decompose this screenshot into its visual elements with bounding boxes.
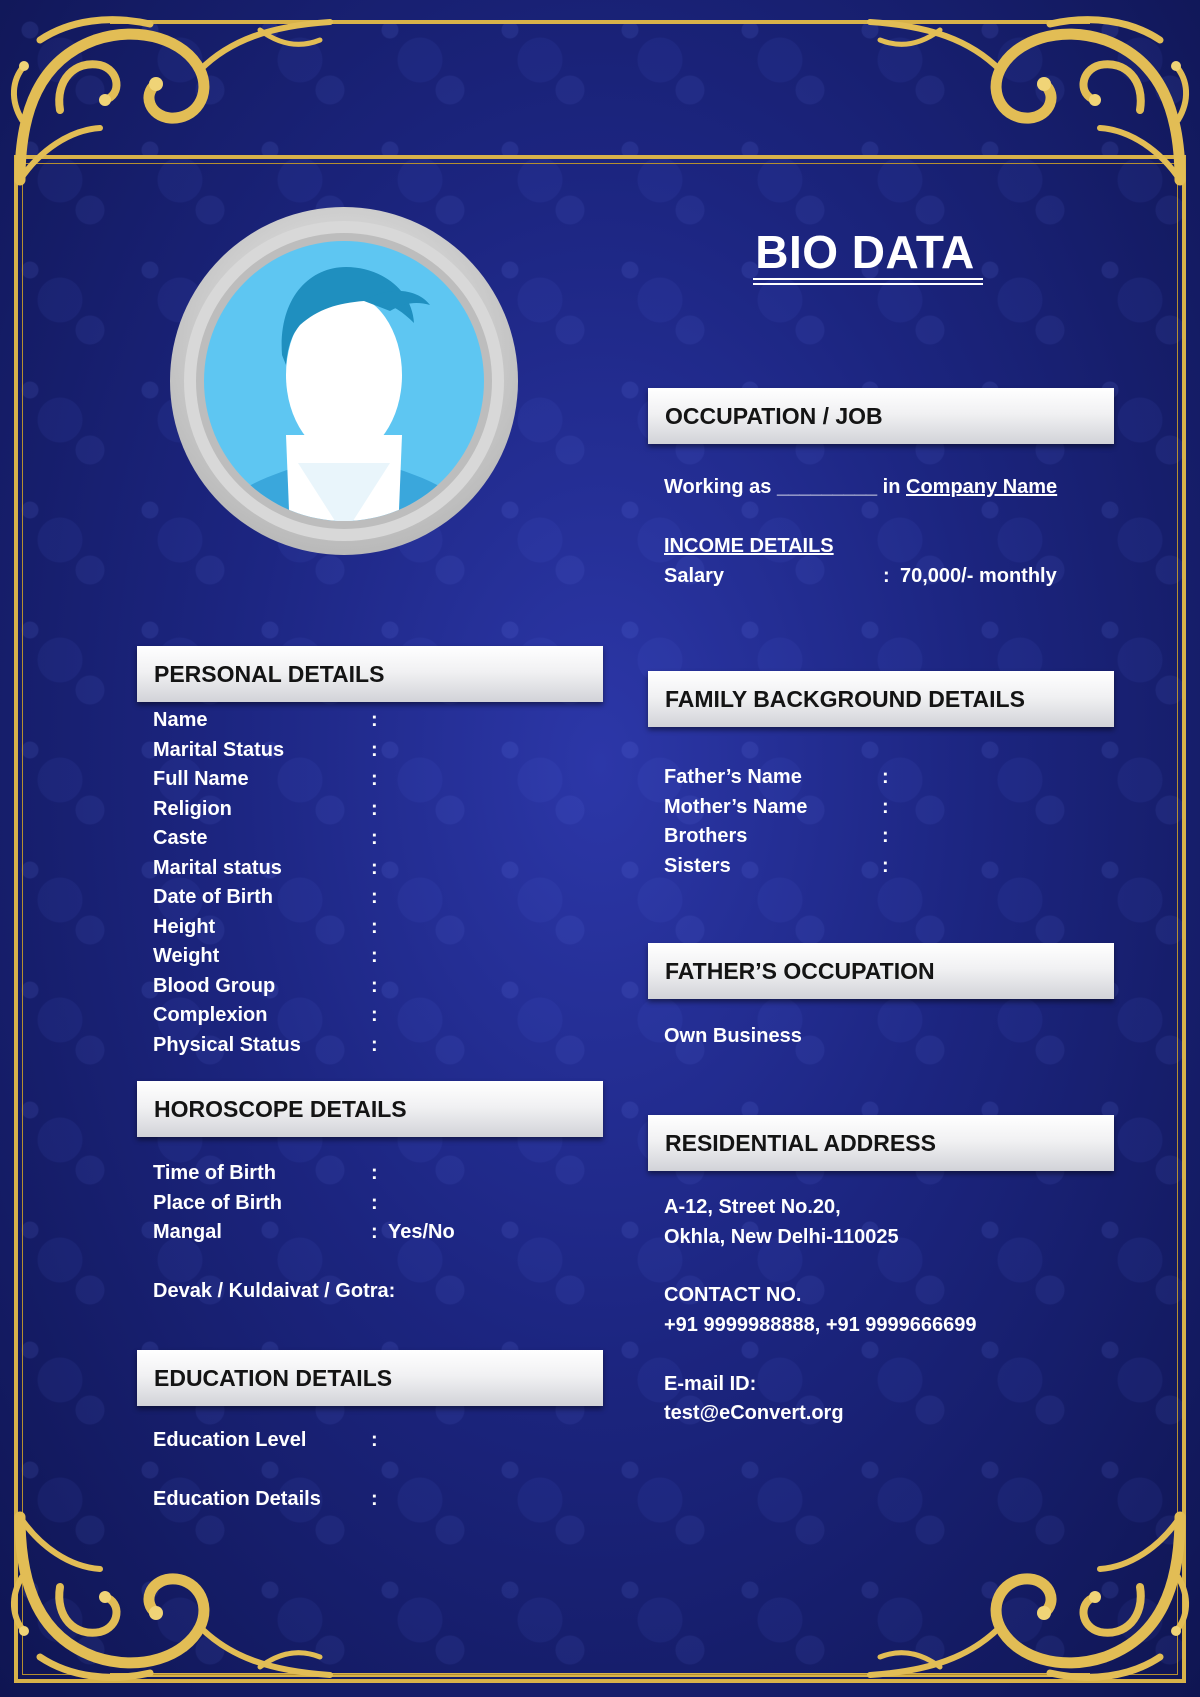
field-label: Marital Status [153, 738, 285, 761]
father-occupation-value: Own Business [664, 1025, 802, 1047]
field-sep: : [882, 825, 889, 847]
person-avatar-icon[interactable] [168, 205, 520, 557]
field-label: Marital status [153, 856, 282, 879]
field-sep: : [371, 945, 378, 967]
field-sep: : [371, 768, 378, 790]
field-label: Complexion [153, 1004, 268, 1026]
field-sep: : [882, 854, 889, 877]
working-as-label: Working as [664, 476, 772, 498]
field-label: Place of Birth [153, 1191, 282, 1214]
field-sep: : [882, 795, 889, 818]
salary-label: Salary [664, 565, 725, 587]
field-sep: : [371, 856, 378, 879]
horoscope-details-header: HOROSCOPE DETAILS [137, 1081, 603, 1137]
field-sep: : [371, 915, 378, 938]
field-label: Full Name [153, 768, 249, 790]
salary-value: 70,000/- monthly [900, 565, 1057, 587]
residential-address-header: RESIDENTIAL ADDRESS [648, 1115, 1114, 1171]
field-sep: : [371, 738, 378, 761]
field-label: Caste [153, 827, 208, 849]
corner-ornament-icon [860, 1497, 1200, 1697]
field-sep: : [371, 797, 378, 820]
corner-ornament-icon [860, 0, 1200, 200]
field-label: Father’s Name [664, 766, 802, 788]
title-underline [753, 278, 983, 280]
devak-line: Devak / Kuldaivat / Gotra: [153, 1280, 396, 1302]
salary-sep: : [883, 565, 890, 587]
field-sep: : [371, 827, 378, 849]
field-sep: : [371, 1004, 378, 1026]
contact-label: CONTACT NO. [664, 1284, 802, 1306]
corner-ornament-icon [0, 0, 340, 200]
occupation-header: OCCUPATION / JOB [648, 388, 1114, 444]
company-name: Company Name [906, 476, 1058, 498]
field-sep: : [371, 886, 378, 908]
email-label: E-mail ID: [664, 1373, 757, 1395]
field-label: Blood Group [153, 974, 276, 997]
field-label: Weight [153, 945, 220, 967]
address-line-1: A-12, Street No.20, [664, 1196, 841, 1218]
field-sep: : [371, 974, 378, 997]
job-blank[interactable]: _________ [777, 476, 878, 498]
in-label: in [882, 476, 901, 498]
field-sep: : [882, 766, 889, 788]
contact-value: +91 9999988888, +91 9999666699 [664, 1314, 977, 1336]
field-label: Physical Status [153, 1033, 301, 1056]
corner-ornament-icon [0, 1497, 340, 1697]
education-details-header: EDUCATION DETAILS [137, 1350, 603, 1406]
email-value[interactable]: test@eConvert.org [664, 1402, 844, 1424]
field-sep: : [371, 1191, 378, 1214]
field-label: Date of Birth [153, 886, 273, 908]
personal-details-header: PERSONAL DETAILS [137, 646, 603, 702]
working-as-line [664, 476, 1057, 499]
field-sep: : [371, 1033, 378, 1056]
address-line-2: Okhla, New Delhi-110025 [664, 1226, 899, 1248]
field-label: Mangal [153, 1221, 222, 1243]
field-sep: : [371, 1429, 378, 1451]
income-heading: INCOME DETAILS [664, 535, 834, 557]
title-underline [753, 283, 983, 285]
field-label: Brothers [664, 825, 748, 847]
field-label: Height [153, 915, 216, 938]
field-sep: : [371, 1488, 378, 1510]
field-label: Education Level [153, 1429, 307, 1451]
field-label: Time of Birth [153, 1162, 276, 1184]
field-label: Education Details [153, 1488, 321, 1510]
field-sep: : [371, 709, 378, 731]
page-title: BIO DATA [755, 226, 975, 278]
field-label: Mother’s Name [664, 795, 808, 818]
field-label: Sisters [664, 854, 731, 877]
field-sep: : [371, 1162, 378, 1184]
field-label: Religion [153, 797, 232, 820]
field-label: Name [153, 709, 208, 731]
family-background-header: FAMILY BACKGROUND DETAILS [648, 671, 1114, 727]
father-occupation-header: FATHER’S OCCUPATION [648, 943, 1114, 999]
field-sep: : [371, 1221, 378, 1243]
field-value: Yes/No [388, 1221, 455, 1243]
